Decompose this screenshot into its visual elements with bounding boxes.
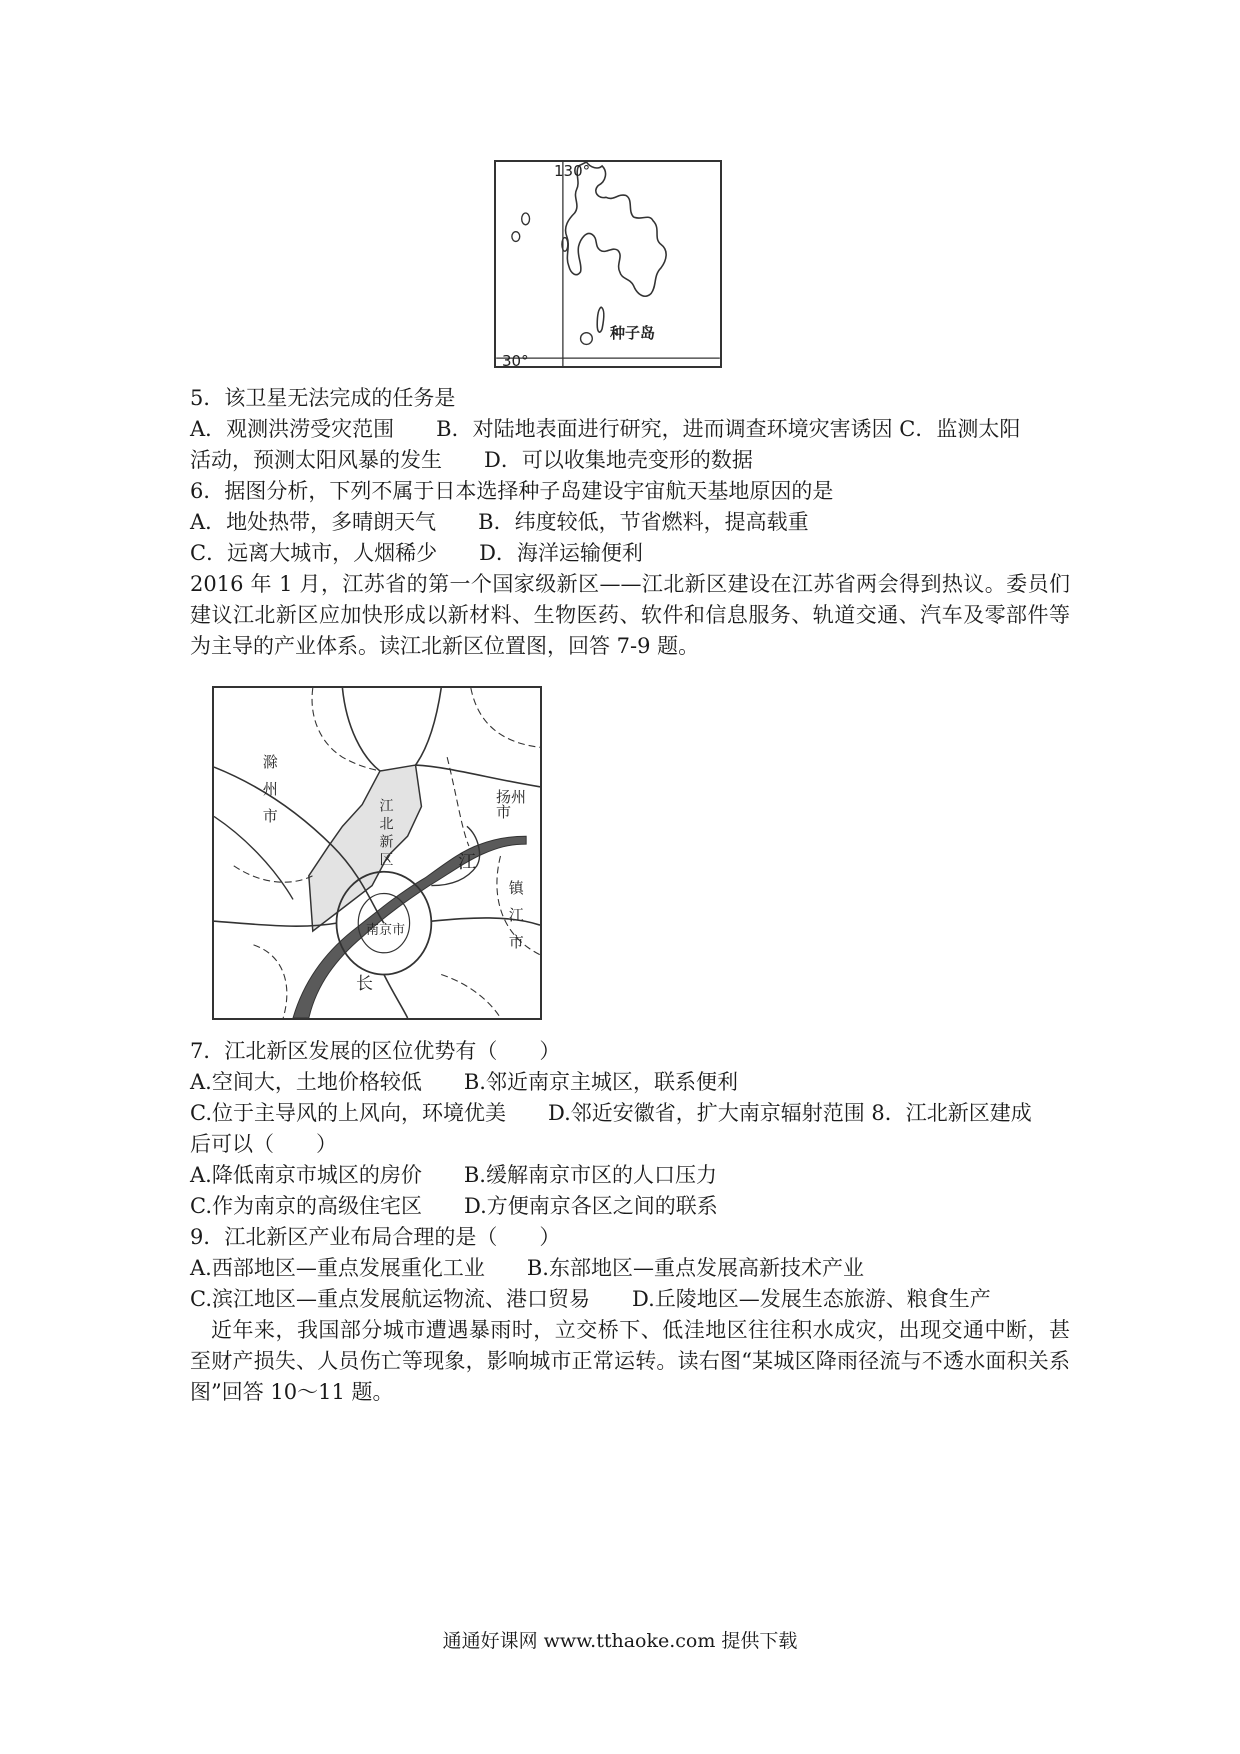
rainfall-intro-paragraph: 近年来，我国部分城市遭遇暴雨时，立交桥下、低洼地区往往积水成灾，出现交通中断，甚至财产损失、人员伤亡等现象，影响城市正常运转。读右图“某城区降雨径流与不透水面积关系图”回答 10～11 题。 xyxy=(190,1318,1070,1404)
q6-options-line2: C．远离大城市，人烟稀少 D．海洋运输便利 xyxy=(190,541,643,565)
jiangbei-newarea-label: 江北新区 xyxy=(377,798,394,870)
q8-options-line2: C.作为南京的高级住宅区 D.方便南京各区之间的联系 xyxy=(190,1194,718,1218)
footer-source: 通通好课网 www.tthaoke.com 提供下载 xyxy=(442,1630,798,1652)
jiangbei-intro-paragraph: 2016 年 1 月，江苏省的第一个国家级新区——江北新区建设在江苏省两会得到热议。委员们建议江北新区应加快形成以新材料、生物医药、软件和信息服务、轨道交通、汽车及零部件等为主导的产业体系。读江北新区位置图，回答 7-9 题。 xyxy=(190,572,1070,658)
latitude-label: 30° xyxy=(502,352,529,368)
tanegashima-label: 种子岛 xyxy=(610,324,656,342)
questions-5-6 xyxy=(190,383,1070,662)
q9-options-line1: A.西部地区—重点发展重化工业 B.东部地区—重点发展高新技术产业 xyxy=(190,1256,864,1280)
q8-options-line1: A.降低南京市城区的房价 B.缓解南京市区的人口压力 xyxy=(190,1163,717,1187)
q5-options-line1: A．观测洪涝受灾范围 B．对陆地表面进行研究，进而调查环境灾害诱因 C．监测太阳 xyxy=(190,417,1021,441)
q7-stem: 7．江北新区发展的区位优势有（ ） xyxy=(190,1039,561,1063)
q6-stem: 6．据图分析，下列不属于日本选择种子岛建设宇宙航天基地原因的是 xyxy=(190,479,834,503)
yangzhou-label: 扬州市 xyxy=(496,788,527,821)
river-jiang-label: 江 xyxy=(458,852,476,873)
tanegashima-map xyxy=(494,160,722,368)
river-chang-label: 长 xyxy=(356,974,373,994)
chuzhou-label: 滁州市 xyxy=(260,754,279,835)
questions-7-9 xyxy=(190,1036,1070,1408)
q5-stem: 5．该卫星无法完成的任务是 xyxy=(190,386,456,410)
nanjing-label: 南京市 xyxy=(366,923,406,938)
q6-options-line1: A．地处热带，多晴朗天气 B．纬度较低，节省燃料，提高载重 xyxy=(190,510,809,534)
q5-options-line2: 活动，预测太阳风暴的发生 D．可以收集地壳变形的数据 xyxy=(190,448,753,472)
q7-options-line2: C.位于主导风的上风向，环境优美 D.邻近安徽省，扩大南京辐射范围 8．江北新区建成 xyxy=(190,1101,1032,1125)
q9-stem: 9．江北新区产业布局合理的是（ ） xyxy=(190,1225,561,1249)
jiangbei-map xyxy=(212,686,542,1020)
tanegashima-map-drawing xyxy=(496,162,720,366)
zhenjiang-label: 镇江市 xyxy=(506,880,525,961)
q9-options-line2: C.滨江地区—重点发展航运物流、港口贸易 D.丘陵地区—发展生态旅游、粮食生产 xyxy=(190,1287,991,1311)
q8-stem: 后可以（ ） xyxy=(190,1132,337,1156)
longitude-label: 130° xyxy=(554,162,591,180)
q7-options-line1: A.空间大，土地价格较低 B.邻近南京主城区，联系便利 xyxy=(190,1070,738,1094)
